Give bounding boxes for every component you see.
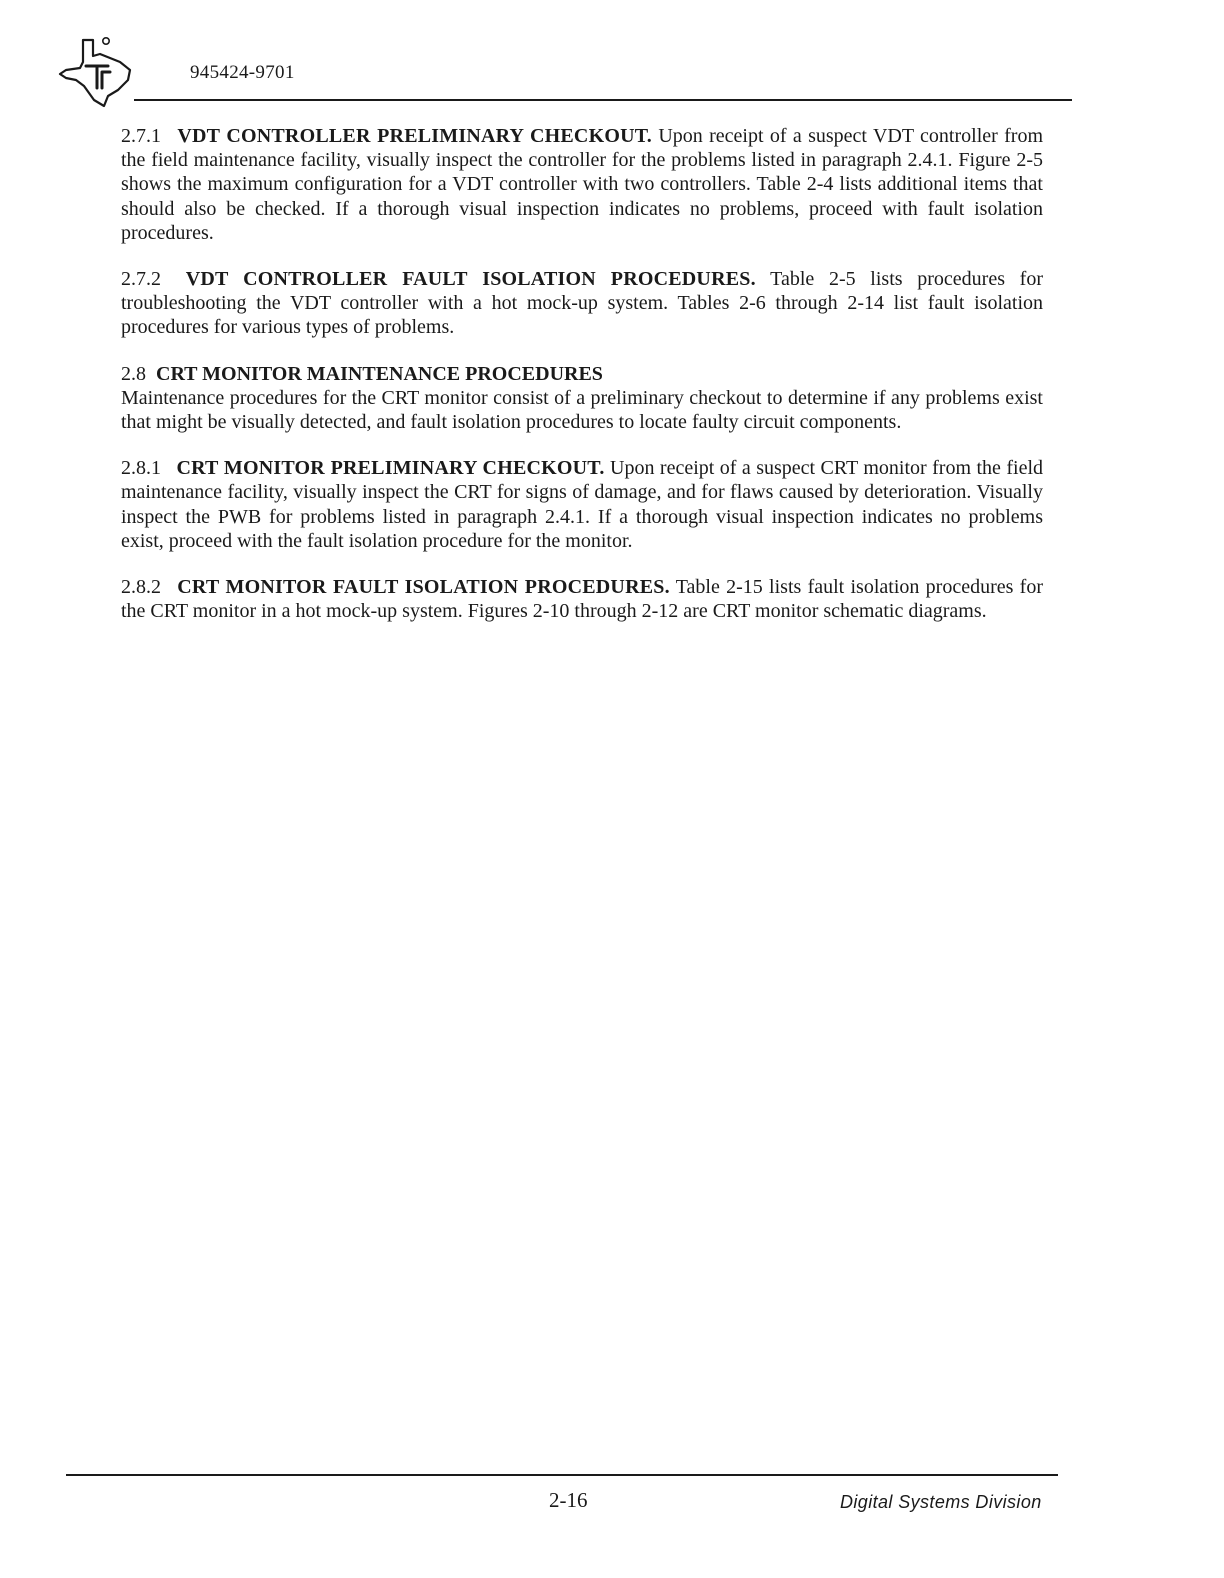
document-body (121, 124, 1043, 645)
paragraph-2-8-1 (121, 456, 1043, 553)
section-number: 2.7.2 (121, 268, 161, 291)
section-title: CRT MONITOR MAINTENANCE PROCEDURES (156, 362, 603, 385)
paragraph-2-7-2 (121, 267, 1043, 340)
section-text: Table 2-15 lists fault isolation procedures for the CRT monitor in a hot mock-up system. Figures 2-10 through 2-12 are CRT monitor schematic diagrams. (121, 576, 1043, 623)
section-text: Upon receipt of a suspect CRT monitor from the field maintenance facility, visually inspect the CRT for signs of damage, and for flaws caused by deterioration. Visually inspect the PWB for problems listed in paragraph 2.4.1. If a thorough visual inspection indicates no problems exist, proceed with the fault isolation procedure for the monitor. (121, 457, 1044, 552)
header-rule (134, 99, 1072, 101)
page-number: 2-16 (549, 1488, 588, 1512)
section-title: VDT CONTROLLER FAULT ISOLATION PROCEDURES. (185, 268, 756, 291)
section-title: CRT MONITOR PRELIMINARY CHECKOUT. (176, 457, 605, 480)
division-name: Digital Systems Division (840, 1492, 1042, 1512)
section-heading-2-8 (121, 362, 1043, 386)
section-number: 2.7.1 (121, 125, 161, 147)
section-text: Upon receipt of a suspect VDT controller from the field maintenance facility, visually inspect the controller for the problems listed in paragraph 2.4.1. Figure 2-5 shows the maximum configuration for a VDT controller with two controllers. Table 2-4 lists additional items that should also be checked. If a thorough visual inspection indicates no problems, proceed with fault isolation procedures. (121, 125, 1044, 244)
paragraph-2-8: Maintenance procedures for the CRT monitor consist of a preliminary checkout to determine if any problems exist that might be visually detected, and fault isolation procedures to locate faulty circuit components. (121, 386, 1043, 434)
paragraph-2-8-2 (121, 575, 1043, 623)
texas-instruments-logo-icon (56, 34, 140, 108)
section-text: Table 2-5 lists procedures for troubleshooting the VDT controller with a hot mock-up system. Tables 2-6 through 2-14 list fault isolation procedures for various types of problems. (121, 268, 1043, 339)
section-title: VDT CONTROLLER PRELIMINARY CHECKOUT. (177, 125, 652, 147)
document-number: 945424-9701 (190, 62, 295, 83)
paragraph-2-7-1 (121, 124, 1043, 245)
section-number: 2.8.2 (121, 576, 161, 599)
section-number: 2.8.1 (121, 457, 161, 480)
section-title: CRT MONITOR FAULT ISOLATION PROCEDURES. (177, 576, 670, 599)
section-number: 2.8 (121, 362, 146, 385)
footer-rule (66, 1474, 1058, 1476)
